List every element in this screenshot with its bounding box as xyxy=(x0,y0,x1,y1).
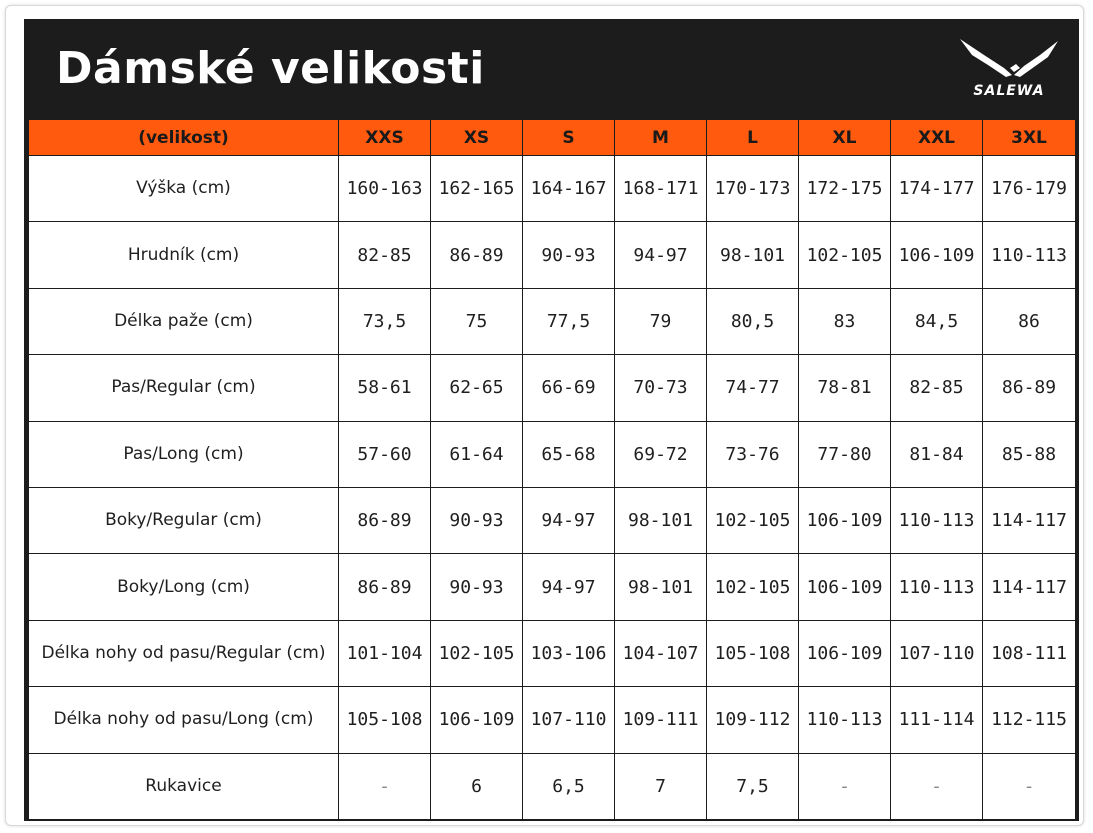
table-cell: 70-73 xyxy=(615,355,707,421)
table-cell: 107-110 xyxy=(891,620,983,686)
table-cell: 86 xyxy=(983,288,1076,354)
table-cell: 86-89 xyxy=(339,554,431,620)
table-cell: 77,5 xyxy=(523,288,615,354)
table-cell: 104-107 xyxy=(615,620,707,686)
table-cell: 82-85 xyxy=(891,355,983,421)
table-cell: 90-93 xyxy=(431,554,523,620)
table-cell: 160-163 xyxy=(339,156,431,222)
salewa-logo xyxy=(954,35,1064,105)
table-cell: 73-76 xyxy=(707,421,799,487)
table-cell: 102-105 xyxy=(431,620,523,686)
size-header-m: M xyxy=(615,120,707,156)
table-cell: 106-109 xyxy=(799,487,891,553)
table-cell: 90-93 xyxy=(523,222,615,288)
table-cell: 57-60 xyxy=(339,421,431,487)
table-cell: 83 xyxy=(799,288,891,354)
table-row xyxy=(29,554,1076,620)
size-header-xxl: XXL xyxy=(891,120,983,156)
size-chart-card xyxy=(5,5,1084,826)
table-cell: 168-171 xyxy=(615,156,707,222)
row-label: Boky/Regular (cm) xyxy=(29,487,339,553)
table-cell: 85-88 xyxy=(983,421,1076,487)
table-cell: 110-113 xyxy=(891,487,983,553)
table-row xyxy=(29,288,1076,354)
table-row xyxy=(29,753,1076,819)
size-header-s: S xyxy=(523,120,615,156)
table-cell: 103-106 xyxy=(523,620,615,686)
table-cell: 114-117 xyxy=(983,487,1076,553)
table-row xyxy=(29,222,1076,288)
brand-wordmark: SALEWA xyxy=(973,83,1045,99)
table-row xyxy=(29,487,1076,553)
eagle-icon xyxy=(954,35,1064,83)
table-cell: 86-89 xyxy=(431,222,523,288)
table-cell: 7 xyxy=(615,753,707,819)
table-cell: 82-85 xyxy=(339,222,431,288)
table-cell: 78-81 xyxy=(799,355,891,421)
table-cell: 107-110 xyxy=(523,687,615,753)
size-header-l: L xyxy=(707,120,799,156)
row-label: Boky/Long (cm) xyxy=(29,554,339,620)
table-cell: 110-113 xyxy=(891,554,983,620)
table-cell: 105-108 xyxy=(707,620,799,686)
table-cell: 109-111 xyxy=(615,687,707,753)
table-cell: 79 xyxy=(615,288,707,354)
table-cell: 84,5 xyxy=(891,288,983,354)
row-label: Rukavice xyxy=(29,753,339,819)
table-row xyxy=(29,421,1076,487)
table-cell: 108-111 xyxy=(983,620,1076,686)
table-cell: 110-113 xyxy=(799,687,891,753)
table-cell: 162-165 xyxy=(431,156,523,222)
table-cell: 105-108 xyxy=(339,687,431,753)
table-cell: - xyxy=(339,753,431,819)
table-cell: - xyxy=(799,753,891,819)
table-cell: 106-109 xyxy=(799,620,891,686)
size-table xyxy=(28,119,1076,820)
row-label: Délka paže (cm) xyxy=(29,288,339,354)
table-cell: 65-68 xyxy=(523,421,615,487)
table-cell: 86-89 xyxy=(983,355,1076,421)
table-cell: 106-109 xyxy=(891,222,983,288)
row-label: Výška (cm) xyxy=(29,156,339,222)
size-header-xl: XL xyxy=(799,120,891,156)
table-cell: 176-179 xyxy=(983,156,1076,222)
table-cell: 106-109 xyxy=(431,687,523,753)
table-cell: 94-97 xyxy=(615,222,707,288)
table-row xyxy=(29,156,1076,222)
row-label: Délka nohy od pasu/Long (cm) xyxy=(29,687,339,753)
table-cell: 94-97 xyxy=(523,554,615,620)
table-cell: 109-112 xyxy=(707,687,799,753)
table-cell: 6,5 xyxy=(523,753,615,819)
table-cell: 90-93 xyxy=(431,487,523,553)
size-chart-frame xyxy=(24,19,1079,821)
row-label: Pas/Regular (cm) xyxy=(29,355,339,421)
table-cell: 98-101 xyxy=(615,487,707,553)
table-cell: 102-105 xyxy=(707,554,799,620)
table-cell: 74-77 xyxy=(707,355,799,421)
table-cell: 98-101 xyxy=(615,554,707,620)
table-cell: 73,5 xyxy=(339,288,431,354)
table-cell: 172-175 xyxy=(799,156,891,222)
table-cell: 69-72 xyxy=(615,421,707,487)
table-cell: 66-69 xyxy=(523,355,615,421)
table-cell: 170-173 xyxy=(707,156,799,222)
page-title: Dámské velikosti xyxy=(56,43,485,94)
row-label: Pas/Long (cm) xyxy=(29,421,339,487)
size-header-xxs: XXS xyxy=(339,120,431,156)
table-cell: 106-109 xyxy=(799,554,891,620)
size-header-3xl: 3XL xyxy=(983,120,1076,156)
table-cell: 101-104 xyxy=(339,620,431,686)
table-cell: 98-101 xyxy=(707,222,799,288)
size-header-xs: XS xyxy=(431,120,523,156)
table-cell: 6 xyxy=(431,753,523,819)
table-cell: 102-105 xyxy=(707,487,799,553)
table-row xyxy=(29,620,1076,686)
table-cell: 62-65 xyxy=(431,355,523,421)
table-cell: 80,5 xyxy=(707,288,799,354)
row-label: Hrudník (cm) xyxy=(29,222,339,288)
table-cell: 174-177 xyxy=(891,156,983,222)
table-cell: 61-64 xyxy=(431,421,523,487)
row-label: Délka nohy od pasu/Regular (cm) xyxy=(29,620,339,686)
table-cell: - xyxy=(983,753,1076,819)
table-cell: 86-89 xyxy=(339,487,431,553)
size-header-corner: (velikost) xyxy=(29,120,339,156)
table-cell: 111-114 xyxy=(891,687,983,753)
table-cell: 114-117 xyxy=(983,554,1076,620)
table-row xyxy=(29,355,1076,421)
table-cell: 77-80 xyxy=(799,421,891,487)
table-cell: - xyxy=(891,753,983,819)
header-bar xyxy=(24,19,1079,119)
table-cell: 102-105 xyxy=(799,222,891,288)
size-header-row xyxy=(29,120,1076,156)
table-cell: 112-115 xyxy=(983,687,1076,753)
table-row xyxy=(29,687,1076,753)
table-cell: 75 xyxy=(431,288,523,354)
table-cell: 164-167 xyxy=(523,156,615,222)
table-cell: 7,5 xyxy=(707,753,799,819)
table-cell: 94-97 xyxy=(523,487,615,553)
table-cell: 110-113 xyxy=(983,222,1076,288)
table-cell: 58-61 xyxy=(339,355,431,421)
table-cell: 81-84 xyxy=(891,421,983,487)
